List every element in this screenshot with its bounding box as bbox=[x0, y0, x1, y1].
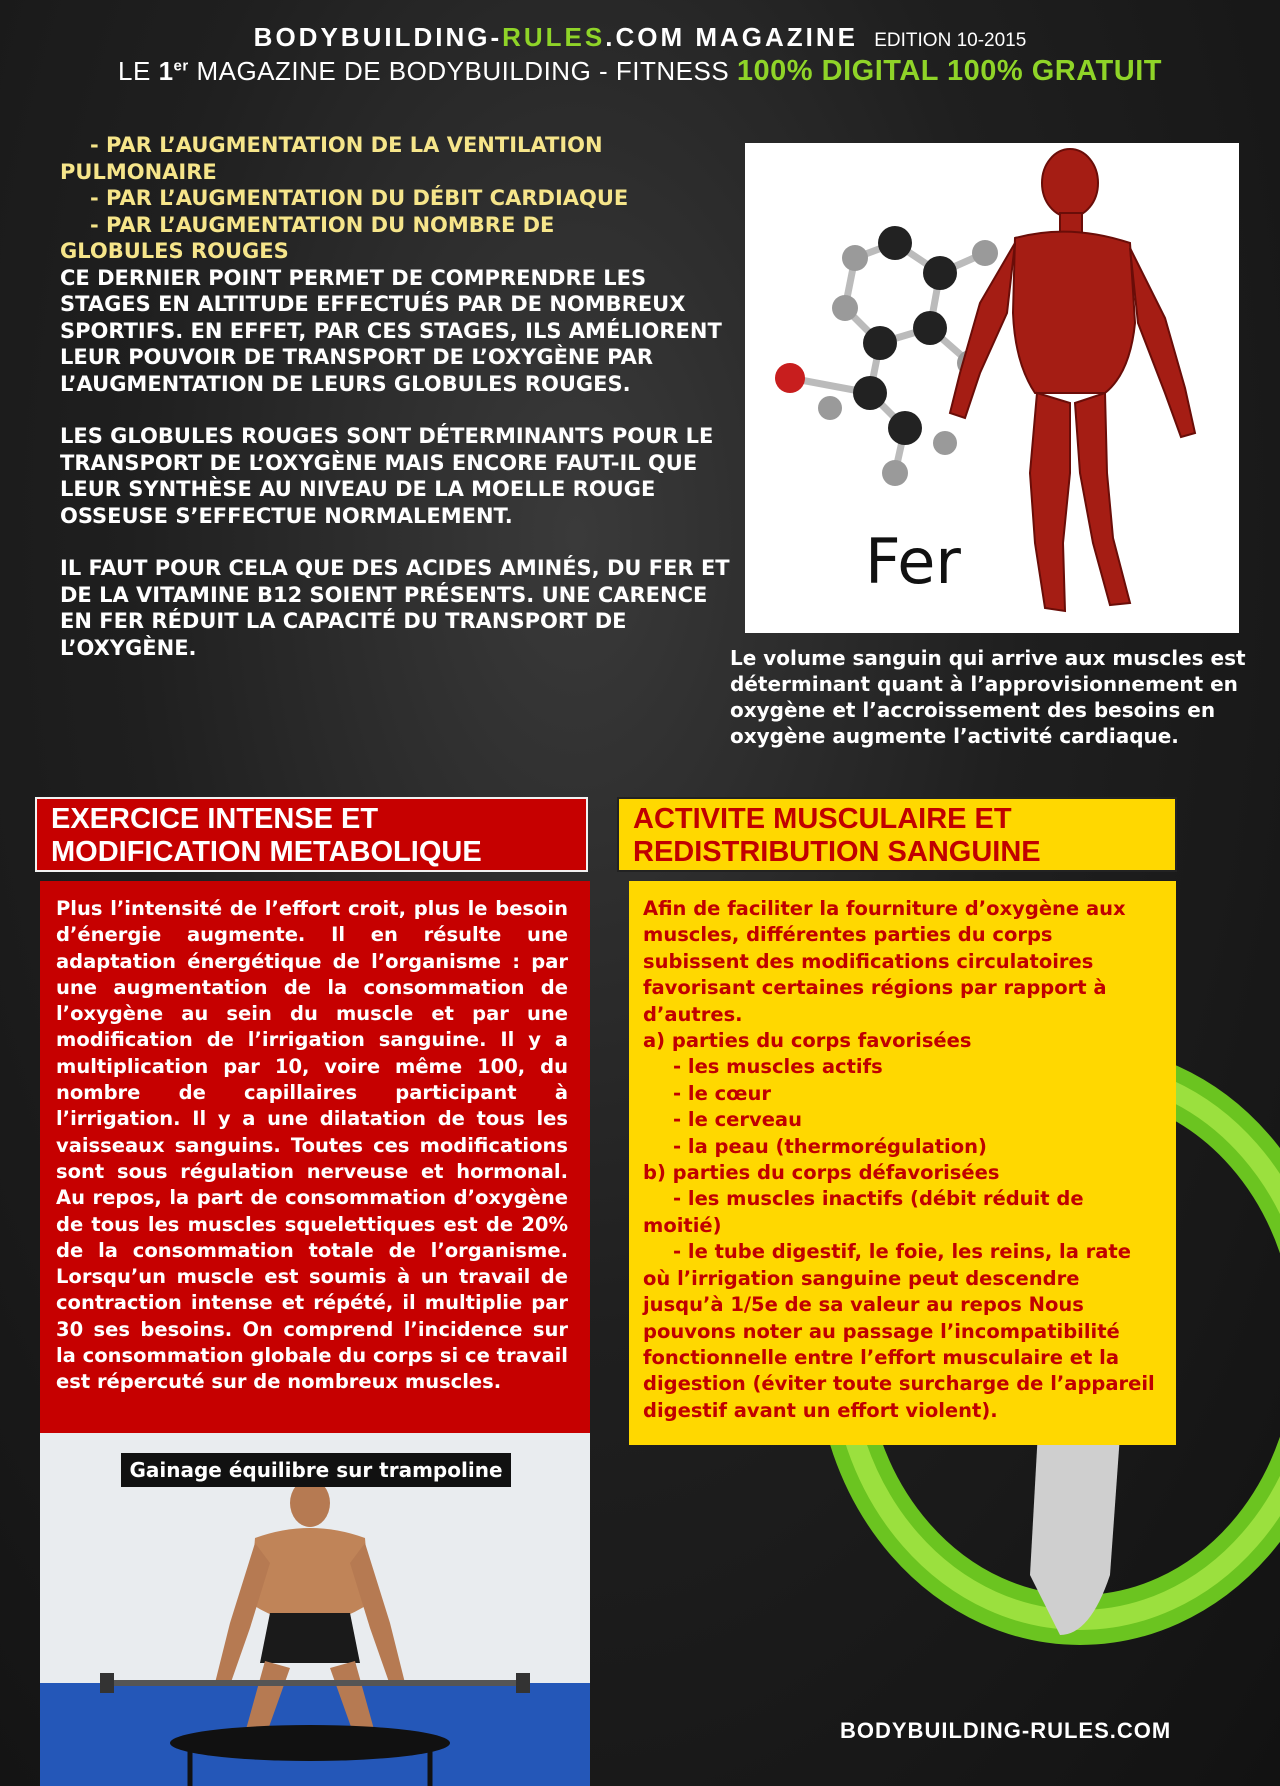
disfavored-item: - le tube digestif, le foie, les reins, la rate bbox=[673, 1240, 1131, 1264]
muscle-figure bbox=[950, 149, 1195, 611]
magazine-title bbox=[0, 22, 1280, 53]
disfavored-item-cont: moitié) bbox=[643, 1213, 722, 1237]
magazine-header bbox=[0, 22, 1280, 88]
tagline-ordinal: 1er bbox=[158, 56, 189, 86]
section-body-redistribution bbox=[629, 881, 1176, 1445]
brand-prefix: BODYBUILDING- bbox=[253, 22, 503, 52]
tagline-le: LE bbox=[118, 56, 151, 86]
disfavored-item: - les muscles inactifs (débit réduit de bbox=[673, 1187, 1084, 1211]
intro-paragraph-1: CE DERNIER POINT PERMET DE COMPRENDRE LES STAGES EN ALTITUDE EFFECTUÉS PAR DE NOMBREUX SPORTIFS. EN EFFET, PAR CES STAGES, ILS AMÉLIORENT LEUR POUVOIR DE TRANSPORT DE L’OXYGÈNE PAR L’AUGMENTATION DE LEURS GLOBULES ROUGES. bbox=[60, 265, 722, 396]
fer-illustration-svg bbox=[745, 143, 1239, 633]
section-title-metabolic: EXERCICE INTENSE ET MODIFICATION METABOLIQUE bbox=[51, 803, 482, 868]
edition-label: EDITION 10-2015 bbox=[874, 30, 1027, 51]
metabolic-body-text: Plus l’intensité de l’effort croit, plus le besoin d’énergie augmente. Il en résulte une adaptation énergétique de l’organisme : par une augmentation de la consommation de l’oxygène au sein du muscle et par une modification de l’irrigation sanguine. Il y a multiplication par 10, voire même 100, du nombre de capillaires participant à l’irrigation. Il y a une dilatation de tous les vaisseaux sanguins. Toutes ces modifications sont sous régulation nerveuse et hormonal. Au repos, la part de consommation d’oxygène de tous les muscles squelettiques est de 20% de la consommation totale de l’organisme. Lorsqu’un muscle est soumis à un travail de contraction intense et répété, il multiplie par 30 ses besoins. On comprend l’incidence sur la consommation globale du corps si ce travail est répercuté sur de nombreux muscles. bbox=[56, 897, 568, 1394]
intro-text bbox=[60, 132, 730, 661]
fer-illustration bbox=[745, 143, 1239, 633]
section-title-redistribution: ACTIVITE MUSCULAIRE ET REDISTRIBUTION SANGUINE bbox=[633, 803, 1041, 868]
brand-suffix: .COM MAGAZINE bbox=[605, 22, 858, 52]
intro-bullet: - PAR L’AUGMENTATION DE LA VENTILATION bbox=[90, 133, 603, 157]
favored-item: - la peau (thermorégulation) bbox=[673, 1134, 987, 1158]
fer-label: Fer bbox=[865, 525, 961, 598]
intro-bullet: - PAR L’AUGMENTATION DU NOMBRE DE bbox=[90, 212, 555, 237]
section-header-redistribution bbox=[617, 797, 1177, 872]
intro-bullet: - PAR L’AUGMENTATION DU DÉBIT CARDIAQUE bbox=[90, 186, 629, 210]
image-caption: Le volume sanguin qui arrive aux muscles est déterminant quant à l’approvisionnement en oxygène et l’accroissement des besoins en oxygène augmente l’activité cardiaque. bbox=[730, 646, 1246, 748]
footer-site: BODYBUILDING-RULES.COM bbox=[840, 1718, 1172, 1743]
section-body-metabolic bbox=[40, 881, 590, 1433]
disfavored-title: b) parties du corps défavorisées bbox=[643, 1161, 1000, 1185]
redistribution-intro: Afin de faciliter la fourniture d’oxygène aux muscles, différentes parties du corps subissent des modifications circulatoires favorisant certaines régions par rapport à d’autres. bbox=[643, 897, 1126, 1026]
intro-bullet-cont: PULMONAIRE bbox=[60, 159, 217, 184]
favored-title: a) parties du corps favorisées bbox=[643, 1029, 972, 1053]
intro-paragraph-3: IL FAUT POUR CELA QUE DES ACIDES AMINÉS, DU FER ET DE LA VITAMINE B12 SOIENT PRÉSENTS. UNE CARENCE EN FER RÉDUIT LA CAPACITÉ DU TRANSPORT DE L’OXYGÈNE. bbox=[60, 556, 730, 660]
photo-label: Gainage équilibre sur trampoline bbox=[121, 1453, 511, 1487]
tagline-rest: MAGAZINE DE BODYBUILDING - FITNESS bbox=[196, 56, 730, 86]
disfavored-rest: où l’irrigation sanguine peut descendre jusqu’à 1/5e de sa valeur au repos Nous pouvons noter au passage l’incompatibilité fonctionnelle entre l’effort musculaire et la digestion (éviter toute surcharge de l’appareil digestif avant un effort violent). bbox=[643, 1266, 1155, 1422]
favored-item: - le cœur bbox=[673, 1081, 771, 1105]
intro-bullet-cont: GLOBULES ROUGES bbox=[60, 239, 289, 263]
favored-item: - le cerveau bbox=[673, 1108, 802, 1132]
favored-item: - les muscles actifs bbox=[673, 1055, 883, 1079]
intro-paragraph-2: LES GLOBULES ROUGES SONT DÉTERMINANTS POUR LE TRANSPORT DE L’OXYGÈNE MAIS ENCORE FAUT-IL QUE LEUR SYNTHÈSE AU NIVEAU DE LA MOELLE ROUGE OSSEUSE S’EFFECTUE NORMALEMENT. bbox=[60, 424, 714, 528]
section-header-metabolic bbox=[35, 797, 588, 872]
brand-highlight: RULES bbox=[502, 22, 606, 52]
tagline-highlight: 100% DIGITAL 100% GRATUIT bbox=[736, 55, 1162, 87]
magazine-tagline bbox=[0, 55, 1280, 88]
